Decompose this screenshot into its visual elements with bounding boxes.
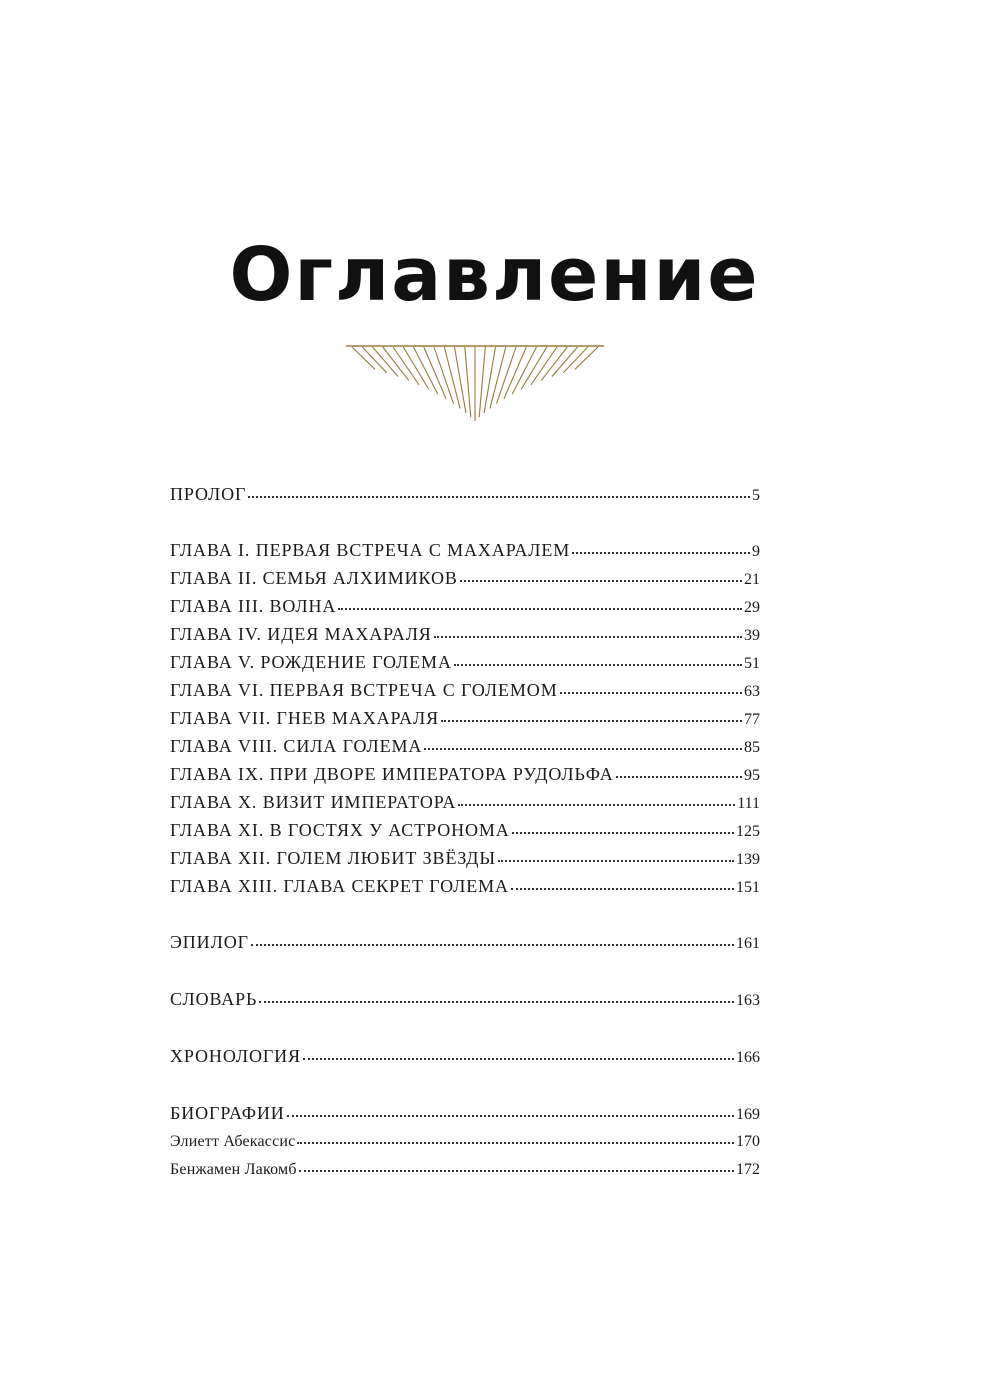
toc-entry-label: ГЛАВА II. СЕМЬЯ АЛХИМИКОВ bbox=[170, 568, 458, 588]
dot-leader bbox=[299, 1166, 734, 1172]
toc-entry-page: 77 bbox=[744, 711, 760, 728]
toc-entry-label: ГЛАВА I. ПЕРВАЯ ВСТРЕЧА С МАХАРАЛЕМ bbox=[170, 540, 571, 560]
toc-entry-prologue[interactable] bbox=[170, 483, 760, 507]
toc-entry-chapter[interactable] bbox=[170, 763, 760, 787]
toc-entry-label: Бенжамен Лакомб bbox=[170, 1161, 297, 1178]
toc-entry-page: 29 bbox=[744, 599, 760, 616]
ornament-ray bbox=[575, 347, 598, 369]
toc-entry-page: 5 bbox=[752, 487, 760, 504]
toc-entry-epilogue[interactable] bbox=[170, 931, 760, 955]
dot-leader bbox=[441, 716, 742, 722]
toc-entry-glossary[interactable] bbox=[170, 988, 760, 1012]
dot-leader bbox=[511, 884, 734, 890]
toc-entry-biographies[interactable] bbox=[170, 1102, 760, 1126]
toc-entry-label: ПРОЛОГ bbox=[170, 484, 247, 504]
ornament-ray bbox=[479, 347, 485, 417]
dot-leader bbox=[248, 492, 750, 498]
toc-entry-chapter[interactable] bbox=[170, 567, 760, 591]
toc-entry-label: ГЛАВА III. ВОЛНА bbox=[170, 596, 337, 616]
toc-entry-page: 125 bbox=[736, 823, 760, 840]
toc-entry-page: 51 bbox=[744, 655, 760, 672]
toc-entry-chapter[interactable] bbox=[170, 679, 760, 703]
dot-leader bbox=[287, 1111, 734, 1117]
toc-entry-label: ГЛАВА V. РОЖДЕНИЕ ГОЛЕМА bbox=[170, 652, 452, 672]
dot-leader bbox=[512, 828, 734, 834]
toc-entry-page: 9 bbox=[752, 543, 760, 560]
dot-leader bbox=[460, 576, 742, 582]
dot-leader bbox=[560, 688, 742, 694]
toc-entry-chapter[interactable] bbox=[170, 539, 760, 563]
dot-leader bbox=[424, 744, 742, 750]
toc-entry-page: 21 bbox=[744, 571, 760, 588]
dot-leader bbox=[259, 997, 734, 1003]
toc-entry-chronology[interactable] bbox=[170, 1045, 760, 1069]
toc-entry-chapter[interactable] bbox=[170, 595, 760, 619]
toc-entry-page: 111 bbox=[737, 795, 760, 812]
toc-entry-label: ХРОНОЛОГИЯ bbox=[170, 1046, 301, 1066]
page-title: Оглавление bbox=[229, 232, 760, 318]
dot-leader bbox=[616, 772, 742, 778]
toc-entry-label: СЛОВАРЬ bbox=[170, 989, 258, 1009]
toc-entry-page: 170 bbox=[736, 1133, 760, 1150]
dot-leader bbox=[434, 632, 742, 638]
dot-leader bbox=[572, 548, 750, 554]
sunburst-ornament bbox=[340, 343, 610, 423]
toc-entry-page: 163 bbox=[736, 992, 760, 1009]
ornament-ray bbox=[434, 347, 454, 404]
toc-entry-page: 139 bbox=[736, 851, 760, 868]
toc-entry-label: ГЛАВА IX. ПРИ ДВОРЕ ИМПЕРАТОРА РУДОЛЬФА bbox=[170, 764, 614, 784]
dot-leader bbox=[297, 1138, 734, 1144]
toc-entry-page: 95 bbox=[744, 767, 760, 784]
toc-entry-label: ГЛАВА VI. ПЕРВАЯ ВСТРЕЧА С ГОЛЕМОМ bbox=[170, 680, 558, 700]
toc-entry-label: ГЛАВА XII. ГОЛЕМ ЛЮБИТ ЗВЁЗДЫ bbox=[170, 848, 496, 868]
toc-entry-label: БИОГРАФИИ bbox=[170, 1103, 285, 1123]
toc-entry-chapter[interactable] bbox=[170, 847, 760, 871]
toc-entry-chapter[interactable] bbox=[170, 651, 760, 675]
toc-entry-page: 172 bbox=[736, 1161, 760, 1178]
dot-leader bbox=[458, 800, 735, 806]
dot-leader bbox=[454, 660, 742, 666]
toc-entry-label: ЭПИЛОГ bbox=[170, 932, 249, 952]
ornament-ray bbox=[497, 347, 517, 404]
toc-entry-label: Элиетт Абекассис bbox=[170, 1133, 296, 1150]
toc-entry-chapter[interactable] bbox=[170, 791, 760, 815]
ornament-ray bbox=[455, 347, 466, 413]
toc-entry-label: ГЛАВА XIII. ГЛАВА СЕКРЕТ ГОЛЕМА bbox=[170, 876, 509, 896]
toc-entry-page: 161 bbox=[736, 935, 760, 952]
toc-entry-label: ГЛАВА XI. В ГОСТЯХ У АСТРОНОМА bbox=[170, 820, 510, 840]
toc-entry-page: 39 bbox=[744, 627, 760, 644]
toc-entry-chapter[interactable] bbox=[170, 707, 760, 731]
ornament-ray bbox=[465, 347, 471, 417]
ornament-ray bbox=[484, 347, 495, 413]
toc-entry-chapter[interactable] bbox=[170, 875, 760, 899]
toc-entry-page: 63 bbox=[744, 683, 760, 700]
toc-entry-label: ГЛАВА VII. ГНЕВ МАХАРАЛЯ bbox=[170, 708, 440, 728]
toc-entry-label: ГЛАВА VIII. СИЛА ГОЛЕМА bbox=[170, 736, 423, 756]
dot-leader bbox=[251, 940, 734, 946]
toc-entry-page: 151 bbox=[736, 879, 760, 896]
toc-entry-label: ГЛАВА X. ВИЗИТ ИМПЕРАТОРА bbox=[170, 792, 457, 812]
toc-entry-page: 166 bbox=[736, 1049, 760, 1066]
toc-entry-page: 169 bbox=[736, 1106, 760, 1123]
dot-leader bbox=[498, 856, 734, 862]
toc-entry-chapter[interactable] bbox=[170, 819, 760, 843]
dot-leader bbox=[338, 604, 742, 610]
toc-entry-label: ГЛАВА IV. ИДЕЯ МАХАРАЛЯ bbox=[170, 624, 432, 644]
toc-entry-page: 85 bbox=[744, 739, 760, 756]
toc-entry-author[interactable] bbox=[170, 1159, 760, 1181]
toc-entry-chapter[interactable] bbox=[170, 623, 760, 647]
toc-entry-author[interactable] bbox=[170, 1131, 760, 1153]
dot-leader bbox=[303, 1054, 734, 1060]
toc-entry-chapter[interactable] bbox=[170, 735, 760, 759]
ornament-ray bbox=[352, 347, 375, 369]
